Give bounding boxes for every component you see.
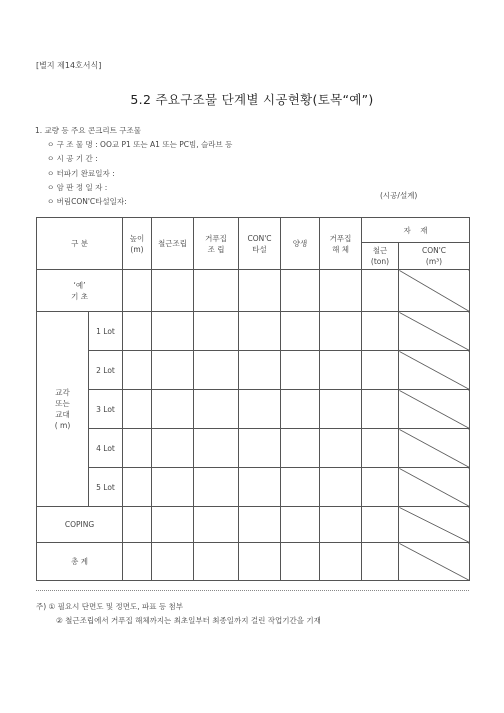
excavation-date-field: ㅇ 터파기 완료일자 : [47, 168, 115, 178]
note-2: ② 철근조립에서 거푸집 해체까지는 최초일부터 최종일까지 걸린 작업기간을 기재 [56, 616, 321, 625]
rock-judgment-date-field: ㅇ 암 판 정 일 자 : [47, 182, 108, 192]
table-cell[interactable] [123, 507, 152, 543]
table-cell[interactable] [239, 429, 281, 468]
table-cell[interactable] [194, 270, 239, 312]
table-cell[interactable] [320, 543, 362, 581]
row-label-pier: 교각 또는 교대 ( m) [37, 312, 89, 507]
row-label-total: 총 계 [37, 543, 123, 581]
table-cell[interactable] [123, 351, 152, 390]
table-cell[interactable] [362, 351, 399, 390]
crossed-out-cell [399, 312, 470, 351]
table-cell[interactable] [281, 351, 320, 390]
construction-design-note: (시공/설계) [380, 191, 418, 200]
table-cell[interactable] [320, 351, 362, 390]
table-cell[interactable] [123, 312, 152, 351]
table-cell[interactable] [152, 390, 194, 429]
table-cell[interactable] [239, 468, 281, 507]
table-cell[interactable] [152, 312, 194, 351]
table-cell[interactable] [320, 312, 362, 351]
table-cell[interactable] [194, 507, 239, 543]
table-cell[interactable] [123, 543, 152, 581]
header-rebar-assembly: 철근조립 [152, 218, 194, 270]
table-row-total [37, 543, 470, 581]
table-cell[interactable] [281, 390, 320, 429]
table-cell[interactable] [194, 390, 239, 429]
construction-period-field: ㅇ 시 공 기 간 : [47, 154, 98, 164]
note-1: 주) ① 필요시 단면도 및 정면도, 파표 등 첨부 [36, 602, 184, 611]
table-cell[interactable] [362, 390, 399, 429]
structure-name-field: ㅇ 구 조 물 명 : OO교 P1 또는 A1 또는 PC빔, 슬라브 등 [47, 140, 233, 150]
table-cell[interactable] [239, 351, 281, 390]
table-cell[interactable] [362, 468, 399, 507]
lot-label: 4 Lot [89, 429, 123, 468]
footnotes [36, 600, 321, 628]
header-formwork-removal: 거푸집 해 체 [320, 218, 362, 270]
table-row-foundation [37, 270, 470, 312]
table-cell[interactable] [194, 351, 239, 390]
crossed-out-cell [399, 390, 470, 429]
header-curing: 양생 [281, 218, 320, 270]
form-number-label: [별지 제14호서식] [36, 61, 102, 70]
table-row-lot4 [37, 429, 470, 468]
lot-label: 2 Lot [89, 351, 123, 390]
table-cell[interactable] [281, 429, 320, 468]
table-cell[interactable] [152, 270, 194, 312]
header-height: 높이 (m) [123, 218, 152, 270]
header-materials: 자 재 [362, 218, 470, 243]
table-cell[interactable] [239, 543, 281, 581]
table-cell[interactable] [123, 390, 152, 429]
lot-label: 3 Lot [89, 390, 123, 429]
table-cell[interactable] [281, 543, 320, 581]
table-cell[interactable] [320, 429, 362, 468]
table-cell[interactable] [320, 270, 362, 312]
lot-label: 5 Lot [89, 468, 123, 507]
header-concrete-pour: CON'C 타설 [239, 218, 281, 270]
table-cell[interactable] [281, 270, 320, 312]
header-formwork-assembly: 거푸집 조 립 [194, 218, 239, 270]
table-cell[interactable] [239, 507, 281, 543]
table-cell[interactable] [320, 468, 362, 507]
row-label-coping: COPING [37, 507, 123, 543]
table-cell[interactable] [194, 429, 239, 468]
crossed-out-cell [399, 351, 470, 390]
table-cell[interactable] [362, 270, 399, 312]
crossed-out-cell [399, 270, 470, 312]
table-cell[interactable] [281, 507, 320, 543]
table-cell[interactable] [194, 543, 239, 581]
table-cell[interactable] [152, 351, 194, 390]
structure-info-section [35, 124, 232, 209]
crossed-out-cell [399, 543, 470, 581]
table-cell[interactable] [239, 312, 281, 351]
section-heading: 1. 교량 등 주요 콘크리트 구조물 [35, 126, 142, 135]
table-cell[interactable] [281, 468, 320, 507]
header-category: 구 분 [37, 218, 123, 270]
table-cell[interactable] [194, 312, 239, 351]
table-cell[interactable] [362, 543, 399, 581]
table-cell[interactable] [281, 312, 320, 351]
table-cell[interactable] [362, 429, 399, 468]
crossed-out-cell [399, 468, 470, 507]
table-cell[interactable] [320, 507, 362, 543]
table-row-lot1 [37, 312, 470, 351]
crossed-out-cell [399, 507, 470, 543]
page-title: 5.2 주요구조물 단계별 시공현황(토목“예”) [130, 92, 374, 107]
table-cell[interactable] [239, 390, 281, 429]
table-row-coping [37, 507, 470, 543]
crossed-out-cell [399, 429, 470, 468]
table-cell[interactable] [362, 507, 399, 543]
table-cell[interactable] [320, 390, 362, 429]
header-rebar-ton: 철근 (ton) [362, 243, 399, 270]
row-label-foundation: ‘예’ 기 초 [37, 270, 123, 312]
table-row-lot2 [37, 351, 470, 390]
table-cell[interactable] [152, 429, 194, 468]
divider-line [36, 590, 469, 591]
table-cell[interactable] [362, 312, 399, 351]
lot-label: 1 Lot [89, 312, 123, 351]
table-row-lot5 [37, 468, 470, 507]
construction-status-table [36, 217, 470, 581]
table-cell[interactable] [152, 468, 194, 507]
table-cell[interactable] [152, 543, 194, 581]
header-concrete-m3: CON'C (m³) [399, 243, 470, 270]
table-cell[interactable] [123, 429, 152, 468]
table-cell[interactable] [123, 270, 152, 312]
table-row-lot3 [37, 390, 470, 429]
table-cell[interactable] [123, 468, 152, 507]
table-cell[interactable] [152, 507, 194, 543]
table-cell[interactable] [194, 468, 239, 507]
lean-concrete-date-field: ㅇ 버림CON'C타설일자: [47, 197, 127, 207]
table-cell[interactable] [239, 270, 281, 312]
